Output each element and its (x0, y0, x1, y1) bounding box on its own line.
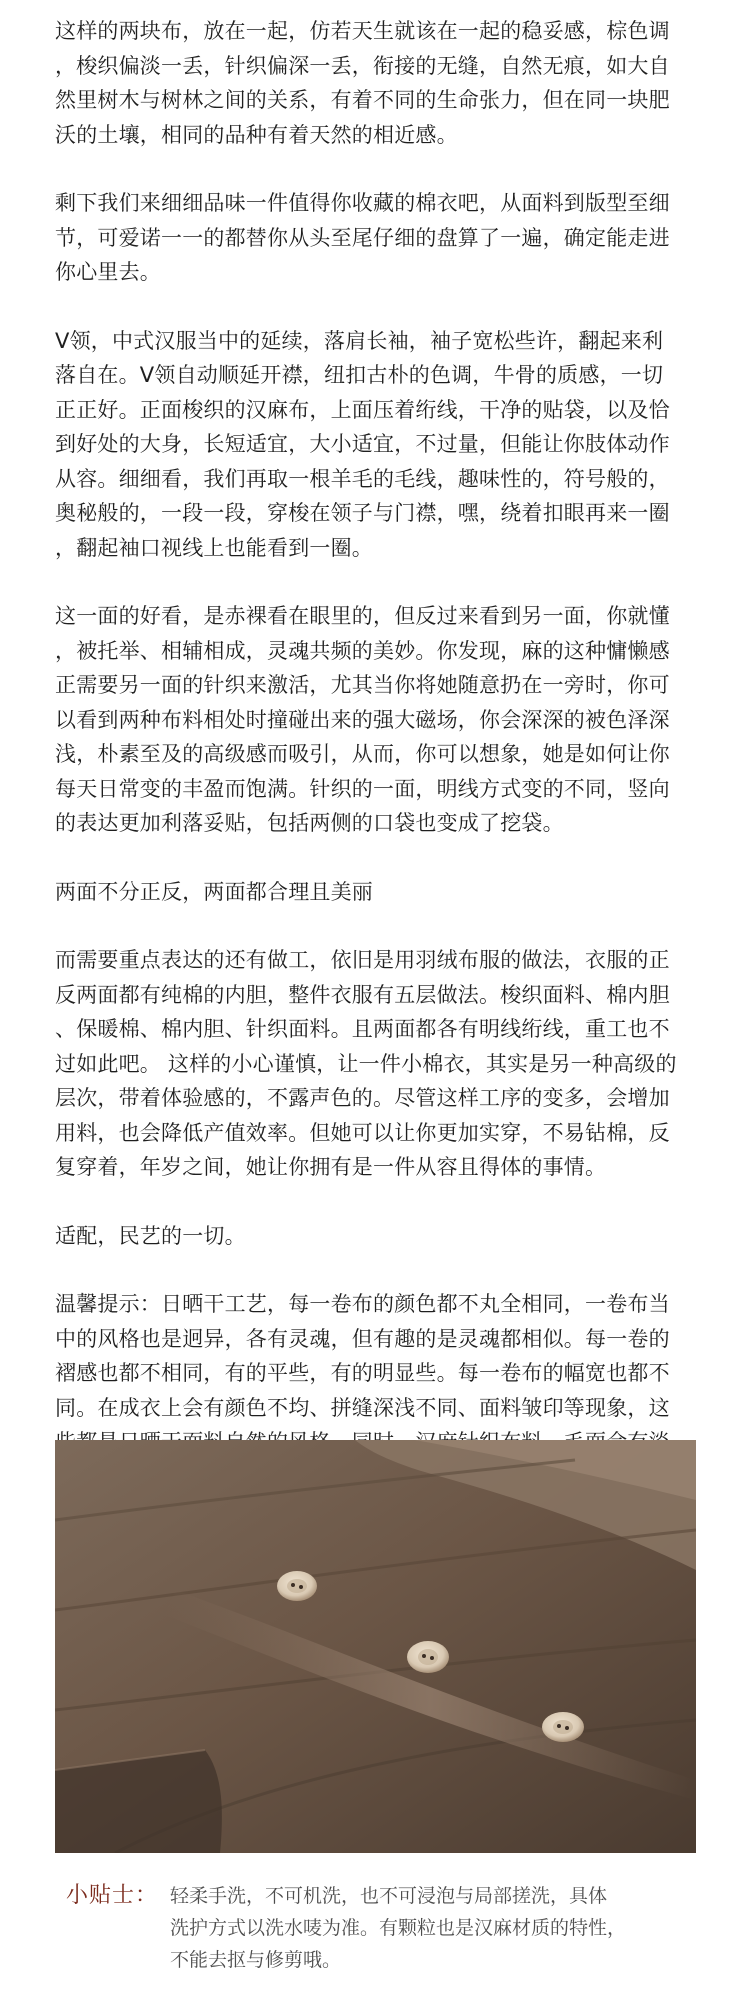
care-tip-text: 轻柔手洗，不可机洗，也不可浸泡与局部搓洗，具体 洗护方式以洗水唛为准。有颗粒也是汉麻材质的特性， 不能去抠与修剪哦。 (170, 1885, 627, 1971)
care-tip-label: 小贴士： (66, 1883, 159, 1908)
paragraph-reverse-side: 这一面的好看，是赤裸看在眼里的，但反过来看到另一面，你就懂 ，被托举、相辅相成，灵魂共频的美妙。你发现，麻的这种慵懒感 正需要另一面的针织来激活，尤其当你将她随意扔在一旁时，你可 以看到两种布料相处时撞碰出来的强大磁场，你会深深的被色泽深 浅，朴素至及的高级感而吸引，从而，你可以想象，她是如何让你 每天日常变的丰盈而饱满。针织的一面，明线方式变的不同，竖向 的表达更加利落妥贴，包括两侧的口袋也变成了挖袋。 (55, 604, 670, 835)
paragraph-reversible: 两面不分正反，两面都合理且美丽 (55, 879, 373, 904)
paragraph-intro: 剩下我们来细细品味一件值得你收藏的棉衣吧，从面料到版型至细 节，可爱诺一一的都替你从头至尾仔细的盘算了一遍，确定能走进 你心里去。 (55, 191, 670, 284)
product-photo-buttons (55, 1440, 696, 1853)
paragraph-color-tone: 这样的两块布，放在一起，仿若天生就该在一起的稳妥感，棕色调 ，梭织偏淡一丢，针织偏深一丢，衔接的无缝，自然无痕，如大自 然里树木与树林之间的关系，有着不同的生命张力，但在同一块肥 沃的土壤，相同的品种有着天然的相近感。 (55, 19, 670, 147)
paragraph-v-collar: V领，中式汉服当中的延续，落肩长袖，袖子宽松些许，翻起来利 落自在。V领自动顺延开襟，纽扣古朴的色调，牛骨的质感，一切 正正好。正面梭织的汉麻布，上面压着绗线，干净的贴袋，以及恰 到好处的大身，长短适宜，大小适宜，不过量，但能让你肢体动作 从容。细细看，我们再取一根羊毛的毛线，趣味性的，符号般的， 奥秘般的，一段一段，穿梭在领子与门襟，嘿，绕着扣眼再来一圈 ，翻起袖口视线上也能看到一圈。 (55, 328, 670, 560)
button-1 (277, 1571, 317, 1601)
article-body (55, 14, 707, 1598)
paragraph-craftsmanship: 而需要重点表达的还有做工，依旧是用羽绒布服的做法，衣服的正 反两面都有纯棉的内胆，整件衣服有五层做法。梭织面料、棉内胆 、保暖棉、棉内胆、针织面料。且两面都各有明线绗线，重工也不 过如此吧。 这样的小心谨慎，让一件小棉衣，其实是另一种高级的 层次，带着体验感的，不露声色的。尽管这样工序的变多，会增加 用料，也会降低产值效率。但她可以让你更加实穿，不易钻棉，反 复穿着，年岁之间，她让你拥有是一件从容且得体的事情。 (55, 948, 677, 1179)
care-tip (66, 1880, 706, 1976)
button-3 (542, 1712, 584, 1742)
paragraph-folk-art: 适配，民艺的一切。 (55, 1223, 246, 1248)
paragraph-care-notice: 温馨提示：日晒干工艺，每一卷布的颜色都不丸全相同，一卷布当 中的风格也是迥异，各有灵魂，但有趣的是灵魂都相似。每一卷的 褶感也都不相同，有的平些，有的明显些。每一卷布的幅宽也都不 同。在成衣上会有颜色不均、拼缝深浅不同、面料皱印等现象，这 (55, 1292, 670, 1420)
button-2 (407, 1641, 449, 1673)
